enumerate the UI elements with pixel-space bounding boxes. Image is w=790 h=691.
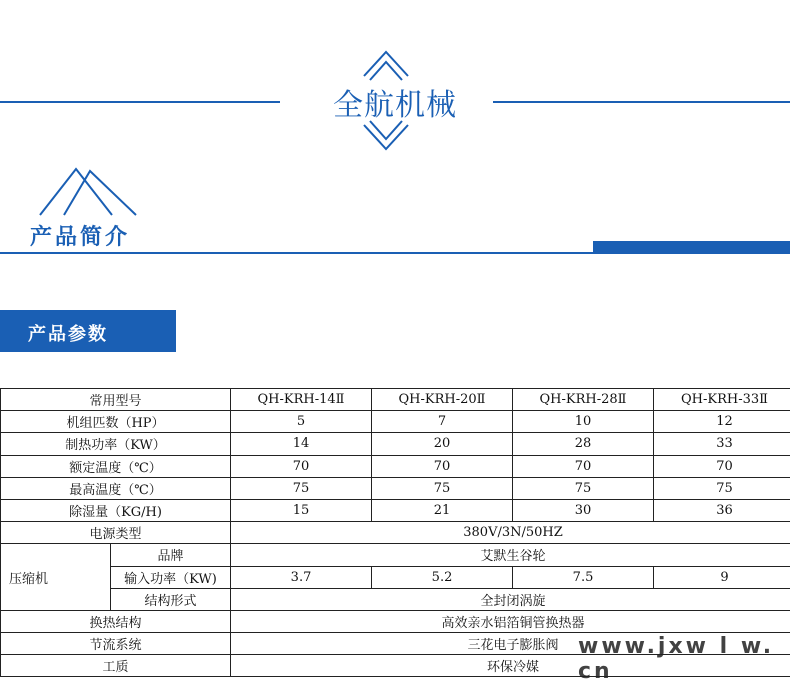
section-title-intro: 产品简介 [30, 225, 131, 250]
table-cell-value: 75 [372, 477, 513, 499]
table-cell-label: 结构形式 [111, 588, 231, 610]
table-cell-label: 额定温度（℃） [1, 455, 231, 477]
section-title-params: 产品参数 [28, 324, 108, 345]
table-cell-value: 三花电子膨胀阀 [231, 633, 790, 655]
table-cell-label: 制热功率（KW） [1, 433, 231, 455]
table-cell-value: 75 [654, 477, 790, 499]
table-row [1, 610, 790, 632]
table-cell-value: 7 [372, 411, 513, 433]
table-row [1, 433, 790, 455]
table-cell-value: 20 [372, 433, 513, 455]
table-row [1, 411, 790, 433]
table-row [1, 566, 790, 588]
table-cell-value: 全封闭涡旋 [231, 588, 790, 610]
chevron-down-icon [358, 119, 414, 155]
table-cell-label: 电源类型 [1, 522, 231, 544]
table-row [1, 499, 790, 521]
table-row [1, 455, 790, 477]
table-cell-label: 节流系统 [1, 633, 231, 655]
table-cell-value: 7.5 [513, 566, 654, 588]
table-cell-value: 15 [231, 499, 372, 521]
table-cell-label: 品牌 [111, 544, 231, 566]
table-cell-value: 环保冷媒 [231, 655, 790, 677]
table-cell-label: 工质 [1, 655, 231, 677]
table-cell-value: 高效亲水铝箔铜管换热器 [231, 610, 790, 632]
table-row [1, 544, 790, 566]
brand-divider-left [0, 101, 280, 103]
table-cell-value: 70 [513, 455, 654, 477]
mountain-icon [38, 165, 138, 217]
table-cell-value: 75 [231, 477, 372, 499]
table-cell-value: 10 [513, 411, 654, 433]
table-cell-label: 最高温度（℃） [1, 477, 231, 499]
table-cell-value: 28 [513, 433, 654, 455]
table-cell-value: 艾默生谷轮 [231, 544, 790, 566]
table-cell-label: 机组匹数（HP） [1, 411, 231, 433]
table-cell-value: 30 [513, 499, 654, 521]
table-cell-value: 36 [654, 499, 790, 521]
table-cell-model: QH-KRH-14Ⅱ [231, 389, 372, 411]
table-cell-value: 3.7 [231, 566, 372, 588]
table-cell-value: 70 [372, 455, 513, 477]
table-row [1, 477, 790, 499]
table-cell-value: 33 [654, 433, 790, 455]
table-cell-label: 除湿量（KG/H) [1, 499, 231, 521]
table-cell-value: 380V/3N/50HZ [231, 522, 790, 544]
brand-title: 全航机械 [333, 88, 457, 123]
chevron-up-icon [358, 46, 414, 82]
table-cell-label: 输入功率（KW) [111, 566, 231, 588]
table-row [1, 389, 790, 411]
table-cell-model: QH-KRH-33Ⅱ [654, 389, 790, 411]
table-cell-model: QH-KRH-28Ⅱ [513, 389, 654, 411]
table-cell-label: 常用型号 [1, 389, 231, 411]
table-row [1, 588, 790, 610]
table-cell-value: 5 [231, 411, 372, 433]
table-cell-value: 70 [231, 455, 372, 477]
table-cell-value: 5.2 [372, 566, 513, 588]
table-cell-value: 9 [654, 566, 790, 588]
table-cell-label: 换热结构 [1, 610, 231, 632]
table-cell-value: 12 [654, 411, 790, 433]
section-divider [0, 252, 790, 254]
params-banner [0, 310, 176, 352]
table-cell-value: 14 [231, 433, 372, 455]
table-cell-group-label: 压缩机 [1, 544, 111, 611]
table-cell-model: QH-KRH-20Ⅱ [372, 389, 513, 411]
watermark-text: www.jxw l w. cn [578, 634, 775, 684]
table-row [1, 522, 790, 544]
section-accent-block [593, 241, 790, 252]
table-cell-value: 70 [654, 455, 790, 477]
table-cell-value: 21 [372, 499, 513, 521]
brand-divider-right [493, 101, 790, 103]
table-cell-value: 75 [513, 477, 654, 499]
